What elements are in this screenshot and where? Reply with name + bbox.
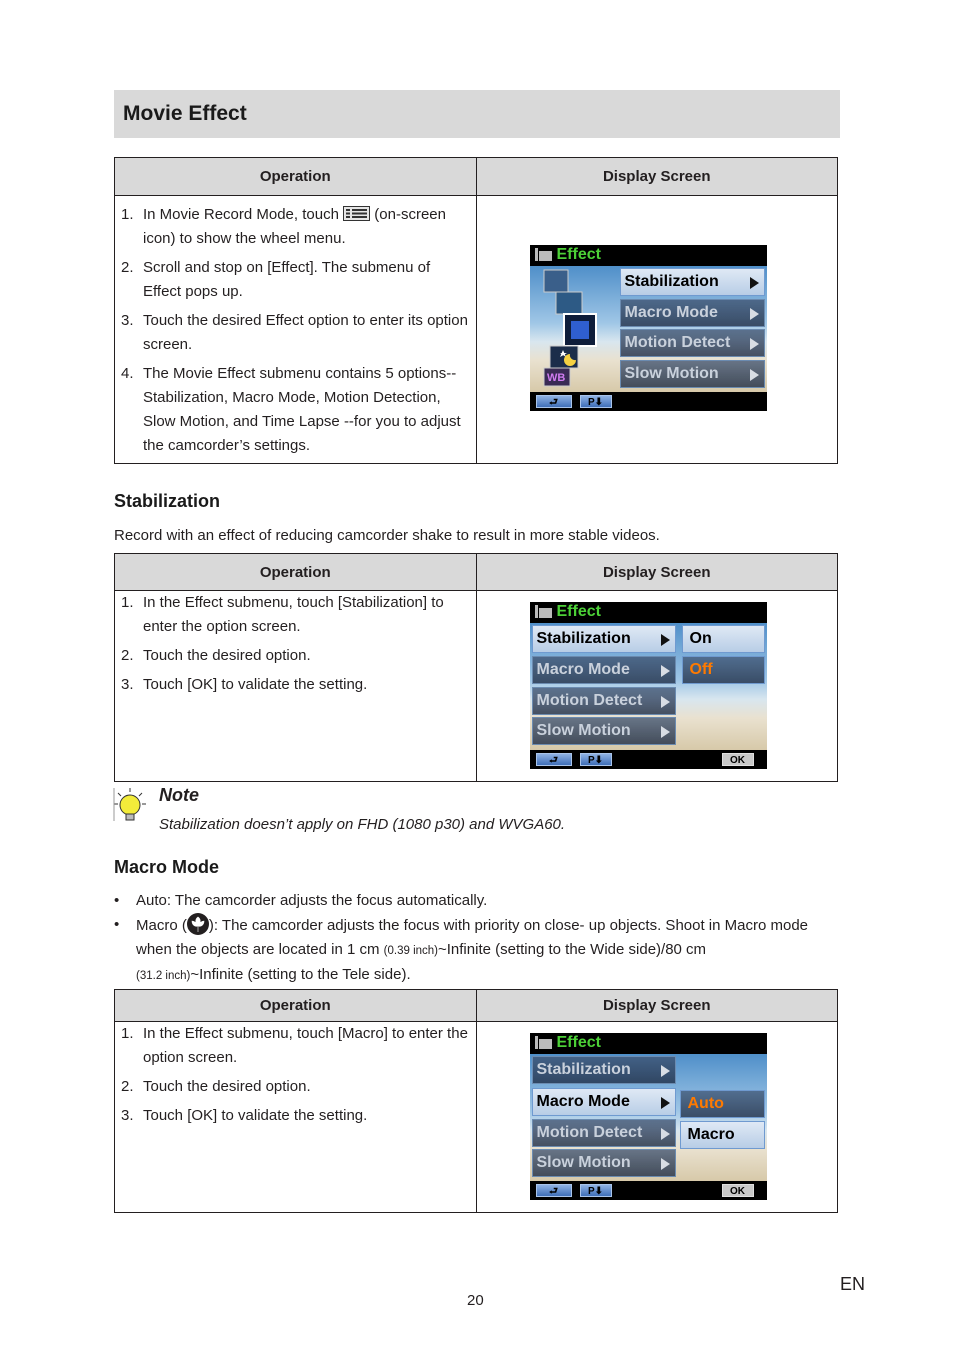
- menu-macro-mode[interactable]: Macro Mode: [620, 299, 765, 327]
- menu-motion-detect[interactable]: Motion Detect: [532, 1119, 676, 1147]
- menu-motion-detect[interactable]: Motion Detect: [532, 687, 676, 715]
- display-header: Display Screen: [476, 554, 838, 591]
- effect-screen: [530, 245, 767, 411]
- screen-footer: [530, 1181, 767, 1200]
- macro-flower-icon: [187, 913, 209, 935]
- screen-header: Effect: [530, 602, 767, 623]
- step-item: 3. Touch [OK] to validate the setting.: [121, 676, 368, 693]
- screen-header: Effect: [530, 245, 767, 266]
- steps-list: [115, 196, 476, 458]
- operation-cell: [115, 1022, 477, 1213]
- return-button[interactable]: ⮐: [536, 1184, 572, 1197]
- stabilization-heading: Stabilization: [114, 491, 221, 511]
- display-cell: [476, 591, 838, 782]
- menu-slow-motion[interactable]: Slow Motion: [532, 1149, 676, 1177]
- operation-header: Operation: [115, 990, 477, 1022]
- operation-cell: [115, 196, 477, 464]
- stabilization-table: [114, 553, 838, 782]
- step-item: 4. The Movie Effect submenu contains 5 options--Stabilization, Macro Mode, Motion Detection, Slow Motion, and Time Lapse --for you to adjust the camcorder’s settings.: [121, 365, 461, 454]
- stabilization-screen: [530, 602, 767, 769]
- page-down-button[interactable]: P⬇: [580, 753, 612, 766]
- menu-slow-motion[interactable]: Slow Motion: [620, 360, 765, 388]
- ok-button[interactable]: OK: [722, 1184, 754, 1197]
- movie-camera-icon: [535, 1036, 553, 1050]
- operation-cell: [115, 591, 477, 782]
- macro-bullet-macro: Macro ( ): The camcorder adjusts the focus with priority on close- up objects. Shoot in Macro mode when the objects are located in 1 cm (0.39 inch)~Infinite (setting to the Wide side)/80 cm (31.2 inch)~Infinite (setting to the Tele side).: [136, 913, 826, 988]
- step-item: 2. Scroll and stop on [Effect]. The submenu of Effect pops up.: [121, 259, 431, 300]
- menu-stabilization[interactable]: Stabilization: [532, 625, 676, 653]
- macro-table: [114, 989, 838, 1213]
- menu-stabilization[interactable]: Stabilization: [620, 268, 765, 296]
- screen-header: Effect: [530, 1033, 767, 1054]
- effect-table: [114, 157, 838, 464]
- note-title: Note: [159, 785, 199, 805]
- display-cell: [476, 1022, 838, 1213]
- menu-motion-detect[interactable]: Motion Detect: [620, 329, 765, 357]
- option-off[interactable]: Off: [682, 656, 765, 684]
- screen-footer: [530, 392, 767, 411]
- steps-list: [115, 591, 476, 697]
- movie-camera-icon: [535, 248, 553, 262]
- return-button[interactable]: ⮐: [536, 753, 572, 766]
- return-button[interactable]: ⮐: [536, 395, 572, 408]
- menu-slow-motion[interactable]: Slow Motion: [532, 717, 676, 745]
- svg-text:WB: WB: [546, 372, 565, 384]
- option-auto[interactable]: Auto: [680, 1090, 765, 1118]
- wheel-menu[interactable]: [530, 266, 618, 389]
- page-title-bar: [114, 90, 840, 138]
- bullet-dot: •: [114, 916, 120, 933]
- operation-header: Operation: [115, 554, 477, 591]
- step-item: 1. In Movie Record Mode, touch (on-screen icon) to show the wheel menu.: [121, 206, 446, 247]
- page-down-button[interactable]: P⬇: [580, 395, 612, 408]
- bullet-dot: •: [114, 892, 120, 909]
- step-item: 2. Touch the desired option.: [121, 647, 311, 664]
- lightbulb-icon: [113, 787, 147, 823]
- option-macro[interactable]: Macro: [680, 1121, 765, 1149]
- display-header: Display Screen: [476, 158, 838, 196]
- step-item: 1. In the Effect submenu, touch [Macro] to enter the option screen.: [121, 1025, 468, 1066]
- page-title: Movie Effect: [123, 102, 247, 125]
- macro-screen: [530, 1033, 767, 1200]
- screen-footer: [530, 750, 767, 769]
- menu-stabilization[interactable]: Stabilization: [532, 1056, 676, 1084]
- macro-bullet-auto: Auto: The camcorder adjusts the focus automatically.: [136, 892, 488, 909]
- movie-camera-icon: [535, 605, 553, 619]
- steps-list: [115, 1022, 476, 1128]
- menu-macro-mode[interactable]: Macro Mode: [532, 1088, 676, 1116]
- menu-macro-mode[interactable]: Macro Mode: [532, 656, 676, 684]
- page-number: 20: [467, 1292, 484, 1309]
- operation-header: Operation: [115, 158, 477, 196]
- stabilization-intro: Record with an effect of reducing camcorder shake to result in more stable videos.: [114, 527, 660, 544]
- ok-button[interactable]: OK: [722, 753, 754, 766]
- step-item: 3. Touch [OK] to validate the setting.: [121, 1107, 368, 1124]
- step-item: 3. Touch the desired Effect option to enter its option screen.: [121, 312, 468, 353]
- macro-heading: Macro Mode: [114, 857, 220, 877]
- display-cell: [476, 196, 838, 464]
- display-header: Display Screen: [476, 990, 838, 1022]
- page-down-button[interactable]: P⬇: [580, 1184, 612, 1197]
- language-label: EN: [840, 1274, 866, 1294]
- option-on[interactable]: On: [682, 625, 765, 653]
- note-text: Stabilization doesn’t apply on FHD (1080 p30) and WVGA60.: [159, 816, 566, 833]
- step-item: 2. Touch the desired option.: [121, 1078, 311, 1095]
- step-item: 1. In the Effect submenu, touch [Stabilization] to enter the option screen.: [121, 594, 444, 635]
- menu-icon: [343, 206, 370, 221]
